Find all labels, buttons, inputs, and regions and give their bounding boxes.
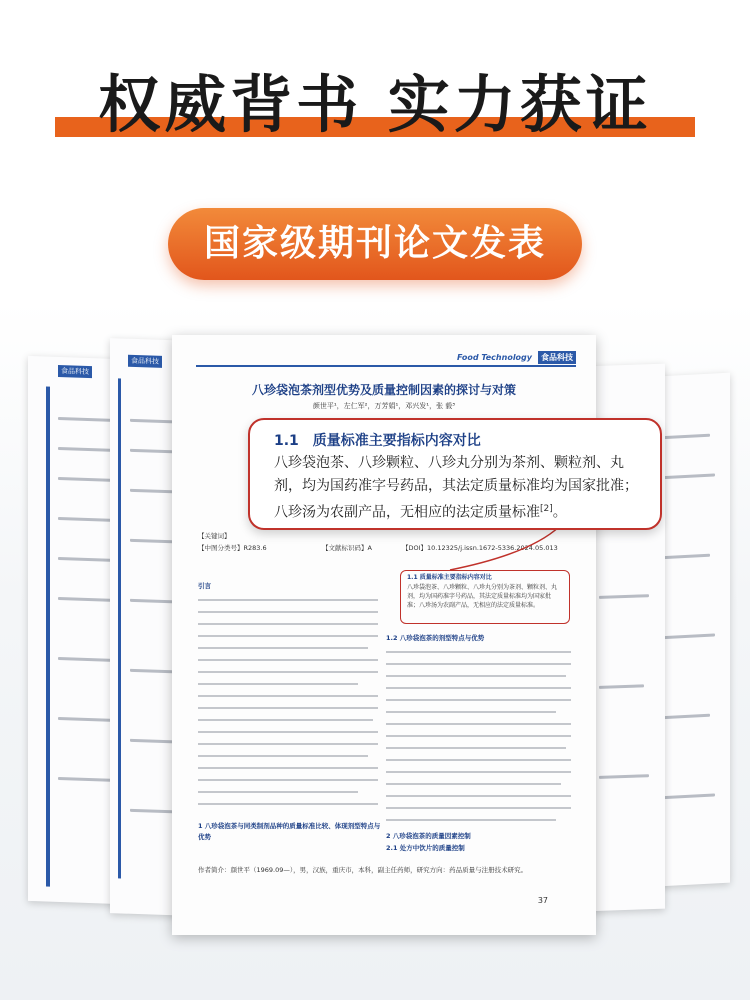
highlight-box-small xyxy=(400,570,570,624)
callout-text: 八珍袋泡茶、八珍颗粒、八珍丸分别为茶剂、颗粒剂、丸剂，均为国药准字号药品，其法定质量标准均为国家批准；八珍汤为农副产品，无相应的法定质量标准 xyxy=(274,455,638,521)
section-1-2-heading: 1.2 八珍袋泡茶的剂型特点与优势 xyxy=(386,634,485,642)
text-line xyxy=(660,633,715,639)
text-line xyxy=(198,707,378,709)
section-2-heading: 2 八珍袋泡茶的质量因素控制 xyxy=(386,832,471,840)
text-line xyxy=(386,759,571,761)
text-line xyxy=(660,554,710,560)
page-number: 37 xyxy=(537,896,548,905)
text-line xyxy=(386,711,556,713)
journal-name: Food Technology xyxy=(456,353,532,362)
text-line xyxy=(386,771,571,773)
journal-tag: 食品科技 xyxy=(538,351,576,364)
doi-label: 【DOI】10.12325/j.issn.1672-5336.2024.05.013 xyxy=(402,544,558,552)
text-line xyxy=(386,675,566,677)
callout-citation: [2] xyxy=(540,504,553,514)
callout-connector xyxy=(440,524,580,574)
text-line xyxy=(198,683,358,685)
sheet-blue-stripe xyxy=(46,387,50,887)
article-title: 八珍袋泡茶剂型优势及质量控制因素的探讨与对策 xyxy=(251,383,516,397)
text-line xyxy=(198,803,378,805)
text-line xyxy=(660,473,715,479)
text-line xyxy=(599,684,644,689)
text-line xyxy=(198,659,378,661)
small-callout-heading: 1.1 质量标准主要指标内容对比 xyxy=(407,574,492,581)
text-line xyxy=(198,647,368,649)
intro-heading: 引言 xyxy=(198,582,211,590)
callout-heading: 1.1 质量标准主要指标内容对比 xyxy=(274,433,481,449)
article-authors: 颜世平¹，左仁军²，万芳娟¹，邓兴发¹，张 毅³ xyxy=(312,402,456,410)
text-line xyxy=(198,623,378,625)
text-line xyxy=(198,671,378,673)
zoom-callout xyxy=(248,418,662,530)
text-line xyxy=(386,663,571,665)
text-line xyxy=(660,714,710,720)
text-line xyxy=(599,774,649,779)
text-line xyxy=(386,735,571,737)
callout-period: 。 xyxy=(552,504,567,521)
page-title: 权威背书 实力获证 xyxy=(98,68,652,141)
sheet-tag: 食品科技 xyxy=(58,365,92,378)
text-line xyxy=(386,687,571,689)
clc-label: 【中图分类号】R283.6 xyxy=(198,544,267,552)
text-line xyxy=(198,719,373,721)
text-line xyxy=(386,819,556,821)
text-line xyxy=(198,743,378,745)
text-line xyxy=(198,755,368,757)
journal-badge: 国家级期刊论文发表 xyxy=(168,208,582,280)
text-line xyxy=(386,747,566,749)
callout-body xyxy=(274,452,644,525)
section-2-1-heading: 2.1 处方中饮片的质量控制 xyxy=(386,844,465,852)
text-line xyxy=(386,699,571,701)
text-line xyxy=(58,477,118,482)
doc-code-label: 【文献标识码】A xyxy=(322,544,372,552)
text-line xyxy=(198,599,378,601)
text-line xyxy=(198,767,378,769)
small-callout-body: 八珍袋泡茶、八珍颗粒、八珍丸分别为茶剂、颗粒剂、丸剂，均为国药准字号药品，其法定质量标准均为国家批准；八珍汤为农副产品，无相应的法定质量标准。 xyxy=(407,584,558,609)
text-line xyxy=(599,594,649,599)
text-line xyxy=(660,434,710,440)
sheet-tag: 食品科技 xyxy=(128,355,162,368)
sheet-blue-stripe xyxy=(118,378,121,878)
text-line xyxy=(386,807,571,809)
text-line xyxy=(386,783,561,785)
text-line xyxy=(386,723,571,725)
text-line xyxy=(198,731,378,733)
text-line xyxy=(386,651,571,653)
text-line xyxy=(660,793,715,799)
text-line xyxy=(198,779,378,781)
text-line xyxy=(198,635,378,637)
text-line xyxy=(198,695,378,697)
journal-header xyxy=(196,353,576,367)
text-line xyxy=(198,791,358,793)
section-1-heading: 1 八珍袋泡茶与同类制剂品种的质量标准比较、体现剂型特点与优势 xyxy=(198,822,381,841)
text-line xyxy=(386,795,571,797)
keywords-label: 【关键词】 xyxy=(198,532,231,540)
text-line xyxy=(198,611,378,613)
author-note: 作者简介：颜世平（1969.09—），男，汉族，重庆市，本科，副主任药师，研究方向：药品质量与注册技术研究。 xyxy=(198,866,528,874)
